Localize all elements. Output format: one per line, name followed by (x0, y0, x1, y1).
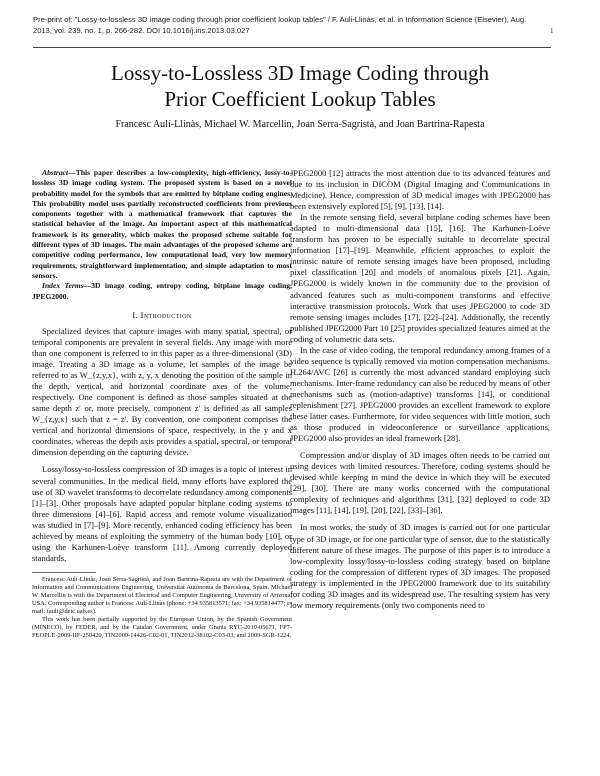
abstract-text: —This paper describes a low-complexity, high-efficiency, lossy-to-lossless 3D image coding system. The proposed system is based on a novel probability model for the symbols that are emitted by bitplane coding engines. This probability model uses partially reconstructed coefficients from previous components together with a mathematical framework that captures the statistical behavior of the image. An important aspect of this mathematical framework is its generality, which makes the proposed scheme suitable for different types of 3D images. The main advantages of the proposed scheme are competitive coding performance, low computational load, very low memory requirements, straightforward implementation, and simple adaptation to most sensors. (32, 168, 292, 280)
paper-title (40, 60, 560, 112)
abstract (32, 168, 292, 281)
title-line-2: Prior Coefficient Lookup Tables (164, 87, 436, 111)
intro-paragraph-1: Specialized devices that capture images with many spatial, spectral, or temporal components are prevalent in several fields. Any image with more than one component is referred to in this paper as a three-dimensional (3D) image. Treating a 3D image as a volume, let samples of the image be referred to as W_{z,y,x}, with z, y, x denoting the position of the sample in the depth, vertical, and horizontal coordinate axes of the volume, respectively. One component is defined as those samples situated at the same depth z′ or, more precisely, component z′ is defined as all samples W_{z,y,x} such that z = z′. By convention, one component comprises the vertical and horizontal dimensions of space, respectively, in the y and x coordinates, whereas the depth axis provides a spatial, spectral, or temporal dimension depending on the capturing device. (32, 325, 292, 458)
section-heading-introduction: I. Introduction (132, 309, 192, 320)
title-line-1: Lossy-to-Lossless 3D Image Coding through (111, 61, 489, 85)
intro-paragraph-4: In the remote sensing field, several bitplane coding schemes have been adapted to multi-dimensional data [15], [16]. The Karhunen-Loève transform has proven to be especially suitable to decorrelate spectral information [17]–[19]. Meanwhile, efficient approaches to exploit the intrinsic nature of remote sensing images have been proposed, including pixel classification [20] and models of anomalous pixels [21]. Again, JPEG2000 is widely known in the community due to the provision of advanced features such as multi-component transforms and effective interactive transmission protocols. Work that uses JPEG2000 to code 3D remote sensing images includes [17], [22]–[24]. Additionally, the recently published JPEG2000 Part 10 [25] provides specialized features aimed at the coding of volumetric data sets. (290, 212, 550, 344)
left-column (32, 168, 292, 640)
author-list: Francesc Aulí-Llinàs, Michael W. Marcellin, Joan Serra-Sagristà, and Joan Bartrina-Rapesta (115, 119, 485, 130)
index-terms (32, 281, 292, 302)
index-terms-text: —3D image coding, entropy coding, bitplane image coding, JPEG2000. (32, 281, 292, 301)
page-number: 1 (550, 27, 554, 35)
intro-paragraph-7: In most works, the study of 3D images is carried out for one particular type of 3D image, or for one particular type of sensor, due to the statistically different nature of these images. The purpose of this paper is to introduce a low-complexity lossy/lossy-to-lossless coding strategy based on bitplane coding for the compression of different types of 3D images. The proposed strategy is implemented in the JPEG2000 framework due to its suitability for coding 3D images and its widespread use. The resulting system has very low memory requirements (only two components need to (290, 522, 550, 610)
intro-paragraph-5: In the case of video coding, the temporal redundancy among frames of a video sequence is typically removed via motion compensation mechanisms. H.264/AVC [26] is currently the most advanced standard employing such mechanisms. Inter-frame redundancy can also be reduced by means of other mechanisms such as (motion-adaptive) transforms [14], or conditional replenishment [27]. JPEG2000 provides an excellent framework to explore these latter cases. Furthermore, for video sequences with little motion, such as those produced in videoconference or surveillance applications, JPEG2000 also provides an ideal framework [28]. (290, 344, 550, 444)
right-column (290, 168, 550, 611)
footnote-funding: This work has been partially supported by the European Union, by the Spanish Government (MINECO), by FEDER, and by the Catalan Government, under Grants RYC-2010-05671, FP7-PEOPLE-2009-IIF-250420, TIN2009-14426-C02-01, TIN2012-38102-C03-03, and 2009-SGR-1224. (32, 615, 292, 639)
footnote-affiliations: Francesc Aulí-Llinàs, Joan Serra-Sagristà, and Joan Bartrina-Rapesta are with the Department of Information and Communications Engineering, Universitat Autònoma de Barcelona, Spain. Michael W. Marcellin is with the Department of Electrical and Computer Engineering, University of Arizona, USA. Corresponding author is Francesc Aulí-Llinàs (phone: +34 935813571; fax: +34 935814477; e-mail: fauli@deic.uab.es). (32, 575, 292, 615)
abstract-lead: Abstract (42, 168, 69, 177)
index-terms-lead: Index Terms (42, 281, 84, 291)
intro-paragraph-3: JPEG2000 [12] attracts the most attention due to its advanced features and due to its inclusion in DICOM (Digital Imaging and Communications in Medicine). Hence, compression of 3D medical images with JPEG2000 has been extensively explored [5], [9], [13], [14]. (290, 168, 550, 212)
header-rule (33, 47, 551, 48)
preprint-notice: Pre-print of: "Lossy-to-lossless 3D image coding through prior coefficient lookup tables" / F. Auli-Llinàs, et al. in Information Science (Elsevier), Aug. 2013, vol. 239, no. 1, p. 266-282. DOI 10.1016/j.ins.2013.03.027 (33, 15, 527, 35)
intro-paragraph-6: Compression and/or display of 3D images often needs to be carried out using devices with limited resources. Therefore, coding systems should be devised while keeping in mind the device in which they will be executed [29], [30]. There are many works concerned with the computational complexity of techniques and algorithms [31], [32] deployed to code 3D images [11], [14], [19], [20], [22], [33]–[36]. (290, 450, 550, 516)
footnote-rule (32, 572, 96, 573)
intro-paragraph-2: Lossy/lossy-to-lossless compression of 3D images is a topic of interest in several communities. In the medical field, many efforts have explored the use of 3D wavelet transforms to decorrelate redundancy among components [1]–[3]. Other proposals have adapted popular bitplane coding systems to three dimensions [4]–[6]. Rapid access and remote volume visualization was studied in [7]–[9]. More recently, enhanced coding efficiency has been achieved by means of exploiting the symmetry of the human body [10], or using the Karhunen-Loève transform [11]. Among currently deployed standards, (32, 464, 292, 563)
